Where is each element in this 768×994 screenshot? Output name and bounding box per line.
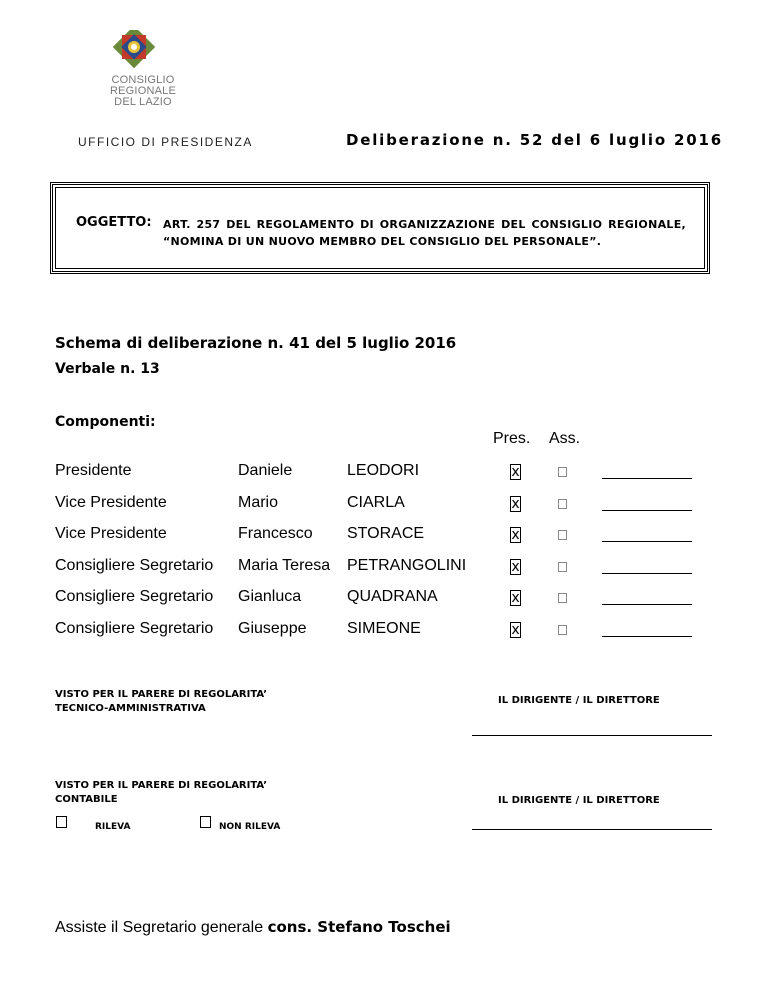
member-first-name: Francesco [238,525,313,542]
rileva-checkbox[interactable] [56,816,67,828]
ufficio-di-presidenza: UFFICIO DI PRESIDENZA [78,135,253,149]
member-first-name: Gianluca [238,588,302,605]
oggetto-label: OGGETTO: [76,215,152,230]
signature-line [602,636,692,637]
member-first-name: Giuseppe [238,619,307,637]
signature-line [602,510,692,511]
logo-text: CONSIGLIO REGIONALE DEL LAZIO [110,74,176,108]
member-last-name: STORACE [347,525,425,542]
member-role: Consigliere Segretario [55,619,214,637]
assente-checkbox[interactable] [558,593,567,603]
verbale: Verbale n. 13 [55,361,160,377]
presente-checkbox[interactable]: x [511,527,520,543]
segretario-name: cons. Stefano Toschei [267,918,451,936]
assente-checkbox[interactable] [558,625,567,635]
member-role: Vice Presidente [55,525,167,542]
column-ass: Ass. [549,430,581,447]
signature-line [602,478,692,479]
assente-checkbox[interactable] [558,467,567,477]
non-rileva-checkbox[interactable] [200,816,211,828]
signature-line [602,604,692,605]
member-first-name: Maria Teresa [238,556,331,574]
deliberazione-title: Deliberazione n. 52 del 6 luglio 2016 [346,131,723,149]
visto-tecnico: VISTO PER IL PARERE DI REGOLARITA’ TECNICO-AMMINISTRATIVA [55,689,268,714]
schema-deliberazione: Schema di deliberazione n. 41 del 5 luglio 2016 [55,334,457,352]
column-pres: Pres. [493,430,531,447]
presente-checkbox[interactable]: x [511,621,520,638]
assente-checkbox[interactable] [558,530,567,540]
member-role: Presidente [55,462,132,479]
member-role: Vice Presidente [55,493,167,511]
member-last-name: PETRANGOLINI [347,556,467,574]
member-last-name: CIARLA [347,493,405,511]
dirigente-tecnico: IL DIRIGENTE / IL DIRETTORE [498,695,660,706]
signature-line [602,573,692,574]
oggetto-text: ART. 257 DEL REGOLAMENTO DI ORGANIZZAZIONE DEL CONSIGLIO REGIONALE, “NOMINA DI UN NUOVO MEMBRO DEL CONSIGLIO DEL PERSONALE”. [163,218,686,248]
assiste-segretario [55,918,451,937]
signature-line-contabile [472,829,712,830]
signature-line [602,541,692,542]
member-last-name: LEODORI [347,462,420,479]
componenti-label: Componenti: [55,414,156,430]
member-last-name: SIMEONE [347,619,421,637]
assiste-prefix: Assiste il Segretario generale [55,919,264,936]
dirigente-contabile: IL DIRIGENTE / IL DIRETTORE [498,795,660,806]
member-first-name: Mario [238,493,279,511]
presente-checkbox[interactable]: x [511,558,520,575]
visto-contabile: VISTO PER IL PARERE DI REGOLARITA’ CONTABILE [55,780,268,805]
assente-checkbox[interactable] [558,562,567,572]
signature-line-tecnico [472,735,712,736]
presente-checkbox[interactable]: x [511,590,520,606]
member-last-name: QUADRANA [347,588,438,605]
assente-checkbox[interactable] [558,499,567,509]
non-rileva-label: NON RILEVA [219,822,281,832]
rileva-label: RILEVA [95,822,131,832]
member-role: Consigliere Segretario [55,588,214,605]
member-role: Consigliere Segretario [55,556,214,574]
member-first-name: Daniele [238,462,293,479]
presente-checkbox[interactable]: x [511,495,520,512]
presente-checkbox[interactable]: x [511,464,520,480]
